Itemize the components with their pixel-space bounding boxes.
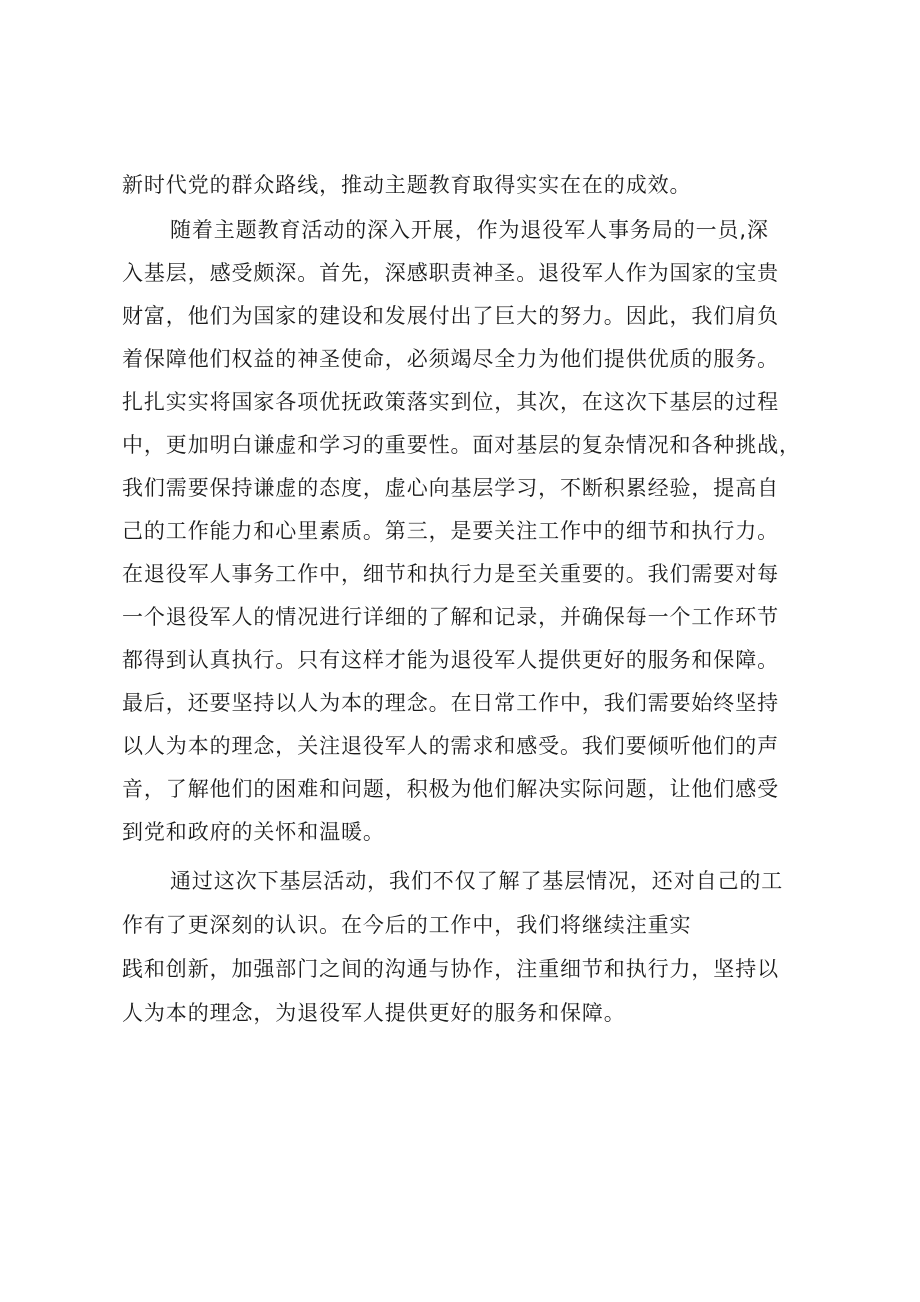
text-line-14: 以人为本的理念，关注退役军人的需求和感受。我们要倾听他们的声	[122, 734, 779, 758]
text-line-2: 随着主题教育活动的深入开展，作为退役军人事务局的一员,深	[170, 218, 769, 242]
text-line-10: 在退役军人事务工作中，细节和执行力是至关重要的。我们需要对每	[122, 562, 779, 586]
text-line-16: 到党和政府的关怀和温暖。	[122, 820, 385, 844]
text-line-15: 音，了解他们的困难和问题，积极为他们解决实际问题，让他们感受	[122, 777, 779, 801]
text-line-8: 我们需要保持谦虚的态度，虚心向基层学习，不断积累经验，提高自	[122, 476, 779, 500]
text-line-6: 扎扎实实将国家各项优抚政策落实到位，其次，在这次下基层的过程	[122, 390, 779, 414]
text-line-7: 中，更加明白谦虚和学习的重要性。面对基层的复杂情况和各种挑战，	[122, 433, 801, 457]
text-line-20: 人为本的理念，为退役军人提供更好的服务和保障。	[122, 1001, 626, 1025]
text-line-17: 通过这次下基层活动，我们不仅了解了基层情况，还对自己的工	[170, 869, 784, 893]
text-line-3: 入基层，感受颇深。首先，深感职责神圣。退役军人作为国家的宝贵	[122, 261, 779, 285]
text-line-1: 新时代党的群众路线，推动主题教育取得实实在在的成效。	[122, 173, 692, 197]
text-line-19: 践和创新，加强部门之间的沟通与协作，注重细节和执行力，坚持以	[122, 957, 779, 981]
text-line-18: 作有了更深刻的认识。在今后的工作中，我们将继续注重实	[122, 913, 692, 937]
text-line-11: 一个退役军人的情况进行详细的了解和记录，并确保每一个工作环节	[122, 605, 779, 629]
text-line-9: 己的工作能力和心里素质。第三，是要关注工作中的细节和执行力。	[122, 519, 779, 543]
text-line-12: 都得到认真执行。只有这样才能为退役军人提供更好的服务和保障。	[122, 648, 779, 672]
text-line-5: 着保障他们权益的神圣使命，必须竭尽全力为他们提供优质的服务。	[122, 347, 779, 371]
text-line-4: 财富，他们为国家的建设和发展付出了巨大的努力。因此，我们肩负	[122, 304, 779, 328]
text-line-13: 最后，还要坚持以人为本的理念。在日常工作中，我们需要始终坚持	[122, 691, 779, 715]
